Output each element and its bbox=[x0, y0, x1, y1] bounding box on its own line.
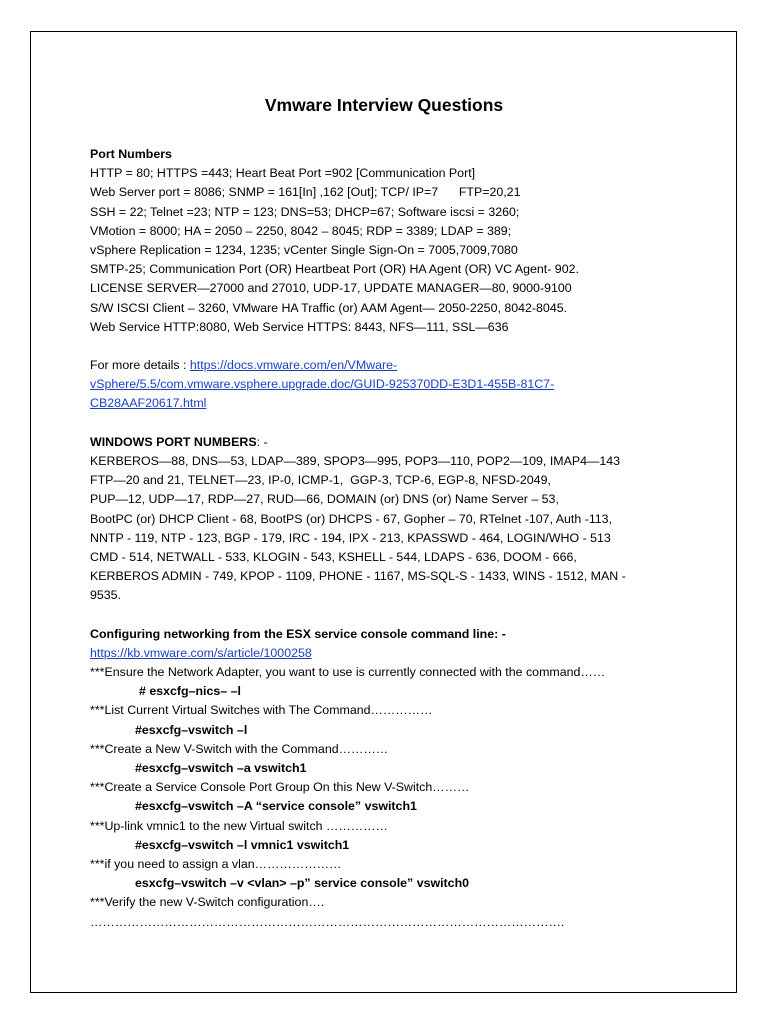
windows-port-line: CMD - 514, NETWALL - 533, KLOGIN - 543, KSHELL - 544, LDAPS - 636, DOOM - 666, bbox=[90, 549, 577, 564]
port-line: Web Server port = 8086; SNMP = 161[In] ,162 [Out]; TCP/ IP=7 FTP=20,21 bbox=[90, 185, 521, 200]
windows-ports-heading-line bbox=[90, 433, 690, 452]
kb-article-link[interactable]: https://kb.vmware.com/s/article/1000258 bbox=[90, 645, 312, 660]
port-line: SSH = 22; Telnet =23; NTP = 123; DNS=53; DHCP=67; Software iscsi = 3260; bbox=[90, 204, 520, 219]
windows-port-line: 9535. bbox=[90, 588, 122, 603]
windows-port-line: KERBEROS ADMIN - 749, KPOP - 1109, PHONE - 1167, MS-SQL-S - 1433, WINS - 1512, MAN - bbox=[90, 569, 626, 584]
esx-step-command: esxcfg–vswitch –v <vlan> –p” service console” vswitch0 bbox=[135, 876, 470, 891]
spacer bbox=[90, 606, 690, 625]
esx-step-command: #esxcfg–vswitch –l bbox=[135, 722, 248, 737]
esx-step-command: # esxcfg–nics– –l bbox=[139, 684, 241, 699]
port-line: Web Service HTTP:8080, Web Service HTTPS: 8443, NFS—111, SSL—636 bbox=[90, 319, 509, 334]
windows-ports-heading: WINDOWS PORT NUMBERS bbox=[90, 434, 257, 449]
port-line: SMTP-25; Communication Port (OR) Heartbeat Port (OR) HA Agent (OR) VC Agent- 902. bbox=[90, 262, 579, 277]
esx-step-text: ***Ensure the Network Adapter, you want to use is currently connected with the command…… bbox=[90, 665, 606, 680]
port-line: S/W ISCSI Client – 3260, VMware HA Traffic (or) AAM Agent— 2050-2250, 8042-8045. bbox=[90, 300, 568, 315]
windows-port-line: PUP—12, UDP—17, RDP—27, RUD—66, DOMAIN (or) DNS (or) Name Server – 53, bbox=[90, 492, 559, 507]
esx-step-command: #esxcfg–vswitch –A “service console” vswitch1 bbox=[135, 799, 417, 814]
windows-port-line: NNTP - 119, NTP - 123, BGP - 179, IRC - 194, IPX - 213, KPASSWD - 464, LOGIN/WHO - 513 bbox=[90, 530, 611, 545]
vmware-docs-link[interactable]: vSphere/5.5/com.vmware.vsphere.upgrade.doc/GUID-925370DD-E3D1-455B-81C7- bbox=[90, 377, 555, 392]
esx-step-text: ***List Current Virtual Switches with The Command…………… bbox=[90, 703, 433, 718]
windows-ports-heading-suffix: : - bbox=[256, 434, 268, 449]
esx-step-text: ***Up-link vmnic1 to the new Virtual switch …………… bbox=[90, 818, 388, 833]
more-details-label: For more details : bbox=[90, 358, 190, 373]
esx-step-text: ***if you need to assign a vlan………………… bbox=[90, 856, 342, 871]
port-line: VMotion = 8000; HA = 2050 – 2250, 8042 – 8045; RDP = 3389; LDAP = 389; bbox=[90, 223, 512, 238]
port-line: vSphere Replication = 1234, 1235; vCenter Single Sign-On = 7005,7009,7080 bbox=[90, 242, 518, 257]
esx-step-text: ***Verify the new V-Switch configuration…. bbox=[90, 895, 325, 910]
trailing-dots: ……………………………………………………………………………………………………. bbox=[90, 914, 565, 929]
esx-step-text: ***Create a New V-Switch with the Command………… bbox=[90, 741, 389, 756]
port-numbers-heading: Port Numbers bbox=[90, 147, 172, 161]
port-line: HTTP = 80; HTTPS =443; Heart Beat Port =902 [Communication Port] bbox=[90, 166, 476, 181]
document-title: Vmware Interview Questions bbox=[264, 95, 504, 115]
port-line: LICENSE SERVER—27000 and 27010, UDP-17, UPDATE MANAGER—80, 9000-9100 bbox=[90, 281, 572, 296]
esx-step-command: #esxcfg–vswitch –l vmnic1 vswitch1 bbox=[135, 837, 350, 852]
document-body bbox=[90, 145, 690, 932]
spacer bbox=[90, 414, 690, 433]
esx-step-command: #esxcfg–vswitch –a vswitch1 bbox=[135, 761, 307, 775]
esx-config-heading: Configuring networking from the ESX service console command line: - bbox=[90, 626, 506, 641]
windows-port-line: BootPC (or) DHCP Client - 68, BootPS (or) DHCPS - 67, Gopher – 70, RTelnet -107, Auth -113, bbox=[90, 511, 613, 526]
vmware-docs-link[interactable]: CB28AAF20617.html bbox=[90, 396, 207, 411]
vmware-docs-link[interactable]: https://docs.vmware.com/en/VMware- bbox=[189, 358, 398, 373]
windows-port-line: FTP—20 and 21, TELNET—23, IP-0, ICMP-1, GGP-3, TCP-6, EGP-8, NFSD-2049, bbox=[90, 473, 551, 488]
more-details-line bbox=[90, 356, 690, 375]
windows-port-line: KERBEROS—88, DNS—53, LDAP—389, SPOP3—995, POP3—110, POP2—109, IMAP4—143 bbox=[90, 454, 621, 468]
esx-step-text: ***Create a Service Console Port Group On this New V-Switch……… bbox=[90, 780, 470, 795]
spacer bbox=[90, 337, 690, 356]
